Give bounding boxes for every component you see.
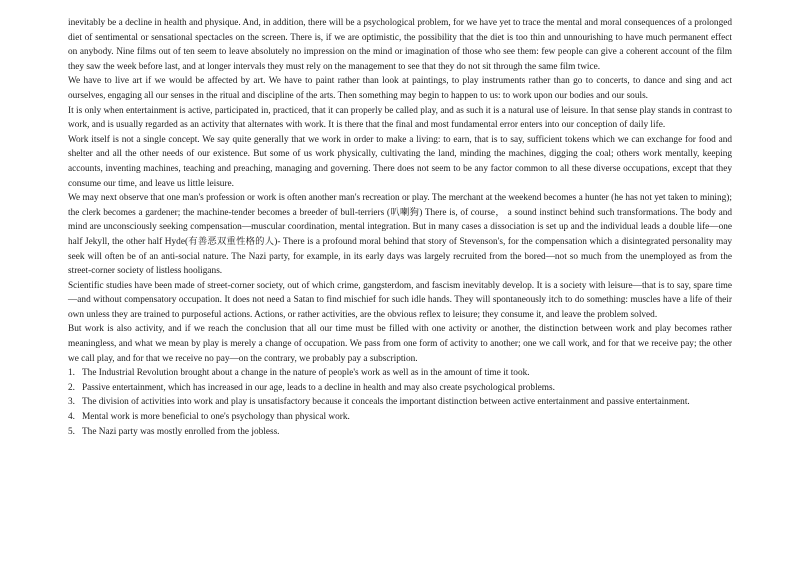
question-text: The Nazi party was mostly enrolled from the jobless.: [82, 426, 280, 437]
question-text: Passive entertainment, which has increased in our age, leads to a decline in health and may also create psychological problems.: [82, 382, 555, 393]
passage-paragraph-1: inevitably be a decline in health and physique. And, in addition, there will be a psychological problem, for we have yet to trace the mental and moral consequences of a prolonged diet of sentimental or sensational spectacles on the screen. There is, if we are optimistic, the possibility that the diet is too thin and unnourishing to have much permanent effect on anybody. Nine films out of ten seem to leave absolutely no impression on the mind or imagination of those who see them: few people can give a coherent account of the film they saw the week before last, and at longer intervals they must rely on the management to see that they do not sit through the same film twice.: [68, 18, 732, 72]
question-text: Mental work is more beneficial to one's psychology than physical work.: [82, 412, 350, 423]
question-item: [68, 366, 732, 381]
question-item: [68, 381, 732, 396]
passage-paragraph-7: But work is also activity, and if we reach the conclusion that all our time must be filled with one activity or another, the distinction between work and play becomes rather meaningless, and what we mean by play is merely a change of occupation. We pass from one form of activity to another; one we call work, and for that we receive pay; the other we call play, and for that we receive no pay—on the contrary, we probably pay a subscription.: [68, 324, 732, 364]
question-text: The division of activities into work and play is unsatisfactory because it conceals the important distinction between active entertainment and passive entertainment.: [82, 397, 690, 408]
passage-paragraph-4: Work itself is not a single concept. We say quite generally that we work in order to make a living: to earn, that is to say, sufficient tokens which we can exchange for food and shelter and all the other needs of our existence. But some of us work physically, cultivating the land, minding the machines, digging the coal; others work mentally, keeping accounts, inventing machines, teaching and preaching, managing and governing. There does not seem to be any factor common to all these diverse occupations, except that they consume our time, and leave us little leisure.: [68, 134, 732, 189]
passage-paragraph-6: Scientific studies have been made of street-corner society, out of which crime, gangsterdom, and fascism inevitably develop. It is a society with leisure—that is to say, spare time—and without compensatory occupation. It does not need a Satan to find mischief for such idle hands. They will spontaneously itch to do something: muscles have a life of their own unless they are trained to purposeful actions. Actions, or rather activities, are the obvious reflex to leisure; they consume it, and leave the problem solved.: [68, 280, 732, 320]
passage-paragraph-2: We have to live art if we would be affected by art. We have to paint rather than look at paintings, to play instruments rather than go to concerts, to dance and sing and act ourselves, engaging all our senses in the ritual and discipline of the arts. Then something may begin to happen to us: to work upon our bodies and our souls.: [68, 76, 732, 101]
passage-paragraph-5: We may next observe that one man's profession or work is often another man's recreation or play. The merchant at the weekend becomes a hunter (he has not yet taken to mining); the clerk becomes a gardener; the machine-tender becomes a breeder of bull-terriers (叭喇狗) There is, of course， a sound instinct behind such transformations. The body and mind are unconsciously seeking compensation—muscular coordination, mental integration. But in many cases a dissociation is set up and the individual leads a double life—one half Jekyll, the other half Hyde(有善恶双重性格的人)- There is a profound moral behind that story of Stevenson's, for the compensation which a disintegrated personality may seek will often be of an anti-social nature. The Nazi party, for example, in its early days was largely recruited from the bored—not so much from the unemployed as from the street-corner society of listless hooligans.: [68, 193, 732, 277]
question-number: 4.: [68, 412, 75, 423]
passage-paragraph-3: It is only when entertainment is active, participated in, practiced, that it can properly be called play, and as such it is a natural use of leisure. In that sense play stands in contrast to work, and is usually regarded as an activity that alternates with work. It is there that the final and most fundamental error enters into our conception of daily life.: [68, 105, 732, 131]
question-text: The Industrial Revolution brought about a change in the nature of people's work as well as in the amount of time it took.: [82, 368, 530, 379]
question-number: 5.: [68, 426, 75, 437]
question-item: [68, 395, 732, 410]
question-number: 2.: [68, 382, 75, 393]
question-list: [68, 366, 732, 439]
question-item: [68, 425, 732, 440]
question-item: [68, 410, 732, 425]
question-number: 1.: [68, 368, 75, 379]
question-number: 3.: [68, 397, 75, 408]
passage-body: [68, 16, 732, 366]
